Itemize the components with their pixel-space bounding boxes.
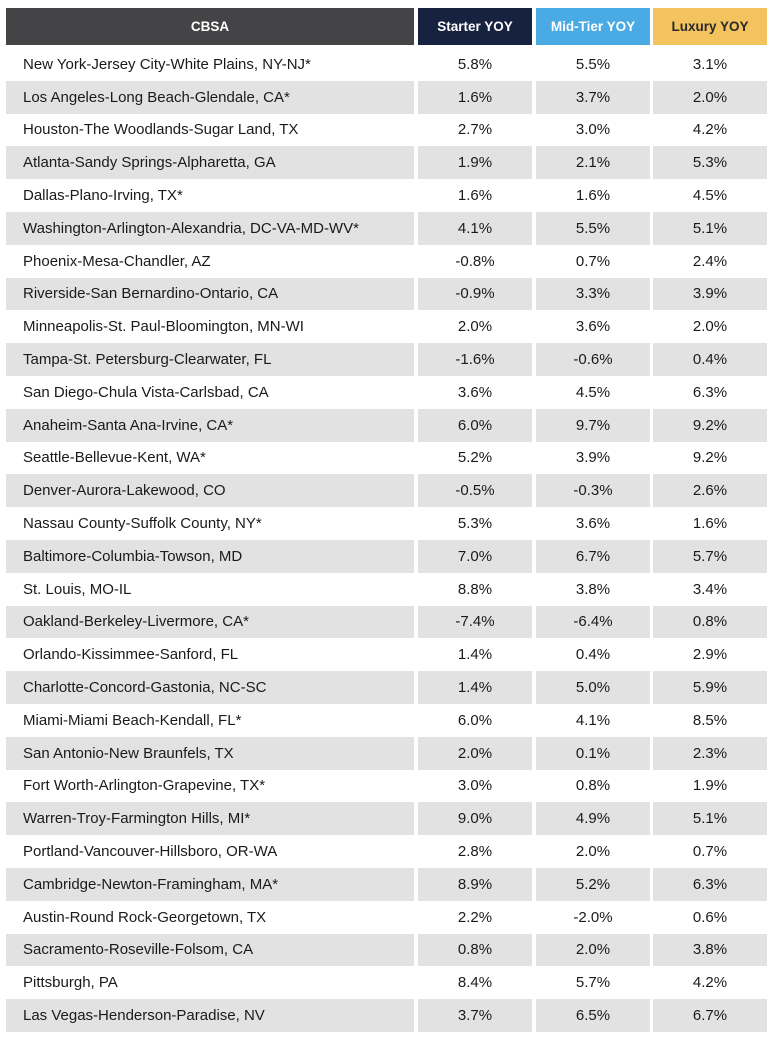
cell-cbsa: Portland-Vancouver-Hillsboro, OR-WA [23,843,278,861]
cell-mid-tier-yoy: -0.3% [536,474,650,507]
cell-starter-yoy: -0.9% [418,278,532,311]
table-row [6,835,767,868]
cell-cbsa: San Diego-Chula Vista-Carlsbad, CA [23,383,269,401]
cell-luxury-yoy: 5.3% [653,146,767,179]
table-row [6,179,767,212]
cell-luxury-yoy: 1.9% [692,777,728,795]
cell-starter-yoy: 8.9% [418,868,532,901]
cell-starter-yoy: 3.7% [418,999,532,1032]
table-row [6,671,767,704]
table-row [6,310,767,343]
cell-starter-yoy: 1.6% [418,81,532,114]
table-row [6,442,767,475]
table-row [6,704,767,737]
cell-mid-tier-yoy: 2.1% [536,146,650,179]
cell-starter-yoy: -0.5% [418,474,532,507]
cell-luxury-yoy: 0.8% [653,606,767,639]
table-row [6,606,767,639]
header-row [6,8,767,45]
cell-mid-tier-yoy: -2.0% [573,908,613,926]
cell-starter-yoy: 3.0% [457,777,493,795]
cell-luxury-yoy: 3.1% [692,55,728,73]
cell-starter-yoy: -7.4% [418,606,532,639]
cell-cbsa: Nassau County-Suffolk County, NY* [23,515,262,533]
cell-cbsa: Fort Worth-Arlington-Grapevine, TX* [23,777,266,795]
table-row [6,409,767,442]
cell-cbsa: Baltimore-Columbia-Towson, MD [6,540,414,573]
table-row [6,81,767,114]
table-row [6,999,767,1032]
cell-cbsa: Austin-Round Rock-Georgetown, TX [23,908,267,926]
cell-mid-tier-yoy: 9.7% [536,409,650,442]
cell-mid-tier-yoy: 2.0% [575,843,611,861]
cell-starter-yoy: 3.6% [457,383,493,401]
table-row [6,770,767,803]
cell-luxury-yoy: 6.3% [692,383,728,401]
cell-luxury-yoy: 4.2% [692,121,728,139]
cell-luxury-yoy: 3.8% [653,934,767,967]
cell-cbsa: New York-Jersey City-White Plains, NY-NJ* [23,55,311,73]
table-row [6,146,767,179]
cell-cbsa: Miami-Miami Beach-Kendall, FL* [23,711,242,729]
cell-mid-tier-yoy: 0.1% [536,737,650,770]
cell-mid-tier-yoy: 0.8% [575,777,611,795]
cell-cbsa: Phoenix-Mesa-Chandler, AZ [23,252,211,270]
cell-luxury-yoy: 2.3% [653,737,767,770]
cell-cbsa: Oakland-Berkeley-Livermore, CA* [6,606,414,639]
table-row [6,278,767,311]
cell-luxury-yoy: 0.6% [692,908,728,926]
cell-luxury-yoy: 1.6% [692,515,728,533]
cell-mid-tier-yoy: 5.5% [575,55,611,73]
table-row [6,573,767,606]
cell-luxury-yoy: 9.2% [653,409,767,442]
cell-starter-yoy: 1.9% [418,146,532,179]
cell-cbsa: Warren-Troy-Farmington Hills, MI* [6,802,414,835]
table-row [6,376,767,409]
cell-luxury-yoy: 5.7% [653,540,767,573]
cell-cbsa: St. Louis, MO-IL [23,580,132,598]
header-luxury-yoy: Luxury YOY [653,8,767,45]
header-cbsa: CBSA [6,8,414,45]
cell-cbsa: Tampa-St. Petersburg-Clearwater, FL [6,343,414,376]
table-row [6,934,767,967]
cell-luxury-yoy: 3.4% [692,580,728,598]
cell-luxury-yoy: 6.3% [653,868,767,901]
table-row [6,114,767,147]
cell-cbsa: Washington-Arlington-Alexandria, DC-VA-MD-WV* [6,212,414,245]
cell-mid-tier-yoy: -6.4% [536,606,650,639]
cell-starter-yoy: 6.0% [457,711,493,729]
cell-luxury-yoy: 2.0% [692,318,728,336]
table-row [6,343,767,376]
cell-mid-tier-yoy: 0.7% [575,252,611,270]
cell-starter-yoy: 5.8% [457,55,493,73]
cell-cbsa: Dallas-Plano-Irving, TX* [23,187,183,205]
cell-starter-yoy: 0.8% [418,934,532,967]
cell-mid-tier-yoy: 3.3% [536,278,650,311]
cell-mid-tier-yoy: 6.5% [536,999,650,1032]
cell-cbsa: Houston-The Woodlands-Sugar Land, TX [23,121,299,139]
cell-mid-tier-yoy: 5.7% [575,974,611,992]
cell-cbsa: Atlanta-Sandy Springs-Alpharetta, GA [6,146,414,179]
cell-cbsa: Denver-Aurora-Lakewood, CO [6,474,414,507]
table-row [6,245,767,278]
cell-mid-tier-yoy: 5.0% [536,671,650,704]
cell-starter-yoy: 1.4% [457,646,493,664]
cell-starter-yoy: 2.2% [457,908,493,926]
cell-luxury-yoy: 2.4% [692,252,728,270]
table-row [6,212,767,245]
cell-cbsa: Charlotte-Concord-Gastonia, NC-SC [6,671,414,704]
cell-cbsa: Cambridge-Newton-Framingham, MA* [6,868,414,901]
cell-mid-tier-yoy: 3.9% [575,449,611,467]
cell-cbsa: Los Angeles-Long Beach-Glendale, CA* [6,81,414,114]
cell-starter-yoy: 7.0% [418,540,532,573]
cell-luxury-yoy: 0.4% [653,343,767,376]
cell-luxury-yoy: 5.1% [653,212,767,245]
cell-starter-yoy: 2.0% [418,737,532,770]
cell-luxury-yoy: 5.1% [653,802,767,835]
cell-mid-tier-yoy: 3.6% [575,318,611,336]
cell-starter-yoy: 6.0% [418,409,532,442]
cell-mid-tier-yoy: -0.6% [536,343,650,376]
cell-luxury-yoy: 4.5% [692,187,728,205]
table-row [6,966,767,999]
cell-mid-tier-yoy: 4.1% [575,711,611,729]
cell-starter-yoy: 2.8% [457,843,493,861]
cell-starter-yoy: 5.3% [457,515,493,533]
cell-starter-yoy: 1.4% [418,671,532,704]
cell-starter-yoy: 8.4% [457,974,493,992]
cell-cbsa: Minneapolis-St. Paul-Bloomington, MN-WI [23,318,304,336]
cell-cbsa: Sacramento-Roseville-Folsom, CA [6,934,414,967]
cell-mid-tier-yoy: 3.8% [575,580,611,598]
cell-mid-tier-yoy: 2.0% [536,934,650,967]
cell-mid-tier-yoy: 3.6% [575,515,611,533]
cell-mid-tier-yoy: 3.0% [575,121,611,139]
cell-cbsa: Seattle-Bellevue-Kent, WA* [23,449,206,467]
cell-luxury-yoy: 8.5% [692,711,728,729]
table-row [6,737,767,770]
cell-luxury-yoy: 2.0% [653,81,767,114]
cell-starter-yoy: -0.8% [455,252,495,270]
cell-mid-tier-yoy: 0.4% [575,646,611,664]
cell-luxury-yoy: 9.2% [692,449,728,467]
table-row [6,540,767,573]
cell-mid-tier-yoy: 6.7% [536,540,650,573]
cell-mid-tier-yoy: 1.6% [575,187,611,205]
table-row [6,901,767,934]
cell-mid-tier-yoy: 5.5% [536,212,650,245]
cell-starter-yoy: 4.1% [418,212,532,245]
table-row [6,868,767,901]
cell-starter-yoy: 2.0% [457,318,493,336]
cell-cbsa: Riverside-San Bernardino-Ontario, CA [6,278,414,311]
cell-mid-tier-yoy: 5.2% [536,868,650,901]
table-row [6,507,767,540]
cell-mid-tier-yoy: 4.5% [575,383,611,401]
cell-luxury-yoy: 4.2% [692,974,728,992]
table-row [6,48,767,81]
header-starter-yoy: Starter YOY [418,8,532,45]
cell-cbsa: San Antonio-New Braunfels, TX [6,737,414,770]
table-row [6,802,767,835]
cell-starter-yoy: 9.0% [418,802,532,835]
cell-luxury-yoy: 2.9% [692,646,728,664]
cell-luxury-yoy: 0.7% [692,843,728,861]
table-row [6,474,767,507]
cell-luxury-yoy: 5.9% [653,671,767,704]
cell-starter-yoy: 5.2% [457,449,493,467]
cell-starter-yoy: -1.6% [418,343,532,376]
cell-cbsa: Pittsburgh, PA [23,974,118,992]
cell-mid-tier-yoy: 4.9% [536,802,650,835]
cell-cbsa: Anaheim-Santa Ana-Irvine, CA* [6,409,414,442]
cell-luxury-yoy: 6.7% [653,999,767,1032]
cell-luxury-yoy: 2.6% [653,474,767,507]
cbsa-yoy-table [6,8,767,1032]
cell-cbsa: Orlando-Kissimmee-Sanford, FL [23,646,239,664]
cell-luxury-yoy: 3.9% [653,278,767,311]
cell-starter-yoy: 8.8% [457,580,493,598]
table-row [6,638,767,671]
cell-starter-yoy: 1.6% [457,187,493,205]
header-mid-tier-yoy: Mid-Tier YOY [536,8,650,45]
cell-cbsa: Las Vegas-Henderson-Paradise, NV [6,999,414,1032]
cell-mid-tier-yoy: 3.7% [536,81,650,114]
table-body [6,48,767,1032]
cell-starter-yoy: 2.7% [457,121,493,139]
